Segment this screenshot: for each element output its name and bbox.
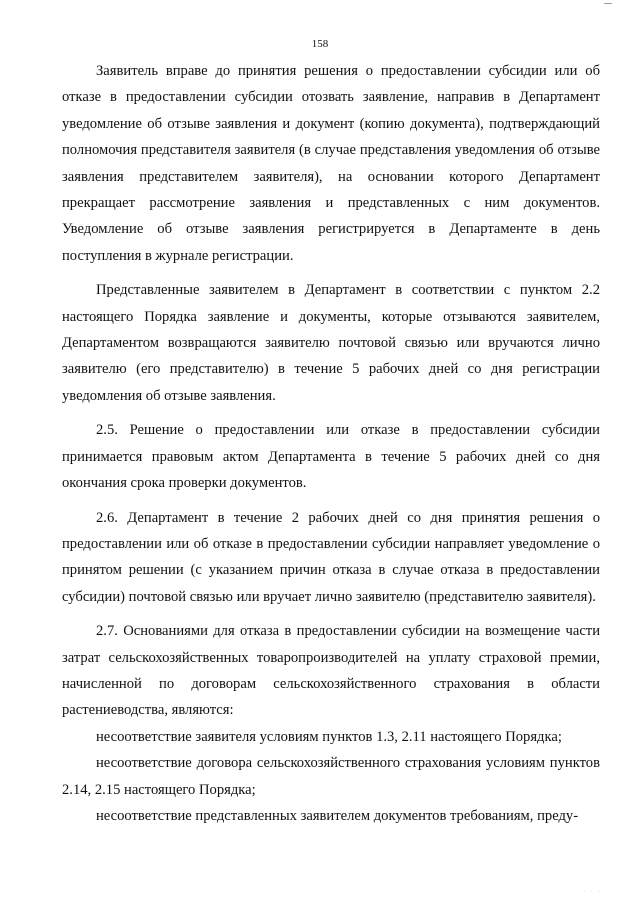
paragraph-documents-return: Представленные заявителем в Департамент в соответствии с пунктом 2.2 настоящего Порядка заявление и документы, которые отзываются заявителем, Департаментом возвращаются заявителю почтовой связью или вручаются лично заявителю (его представителю) в течение 5 рабочих дней со дня регистрации уведомления об отзыве заявления. bbox=[62, 282, 600, 404]
page-number: 158 bbox=[311, 38, 329, 50]
document-body bbox=[62, 58, 600, 829]
list-item-applicant-mismatch: несоответствие заявителя условиям пунктов 1.3, 2.11 настоящего Порядка; bbox=[96, 728, 562, 745]
paragraph-withdrawal-right: Заявитель вправе до принятия решения о предоставлении субсидии или об отказе в предоставлении субсидии отозвать заявление, направив в Департамент уведомление об отзыве заявления и документ (копию документа), подтверждающий полномочия представителя заявителя (в случае представления уведомления об отзыве заявления представителем заявителя), на основании которого Департамент прекращает рассмотрение заявления и представленных с ним документов. Уведомление об отзыве заявления регистрируется в Департаменте в день поступления в журнале регистрации. bbox=[62, 63, 600, 264]
list-item-contract-mismatch: несоответствие договора сельскохозяйственного страхования условиям пунктов 2.14, 2.15 настоящего Порядка; bbox=[62, 755, 600, 798]
paragraph-2-7-refusal-grounds: 2.7. Основаниями для отказа в предоставлении субсидии на возмещение части затрат сельскохозяйственных товаропроизводителей на уплату страховой премии, начисленной по договорам сельскохозяйственного страхования в области растениеводства, являются: bbox=[62, 623, 600, 719]
list-item-documents-mismatch: несоответствие представленных заявителем документов требованиям, преду- bbox=[96, 807, 579, 824]
scan-bottom-mark: · · · bbox=[583, 889, 602, 895]
scan-corner-mark bbox=[604, 0, 612, 4]
paragraph-2-5-decision: 2.5. Решение о предоставлении или отказе в предоставлении субсидии принимается правовым актом Департамента в течение 5 рабочих дней со дня окончания срока проверки документов. bbox=[62, 422, 600, 492]
paragraph-2-6-notification: 2.6. Департамент в течение 2 рабочих дней со дня принятия решения о предоставлении или об отказе в предоставлении субсидии направляет уведомление о принятом решении (с указанием причин отказа в случае отказа в предоставлении субсидии) почтовой связью или вручает лично заявителю (представителю заявителя). bbox=[62, 509, 600, 605]
